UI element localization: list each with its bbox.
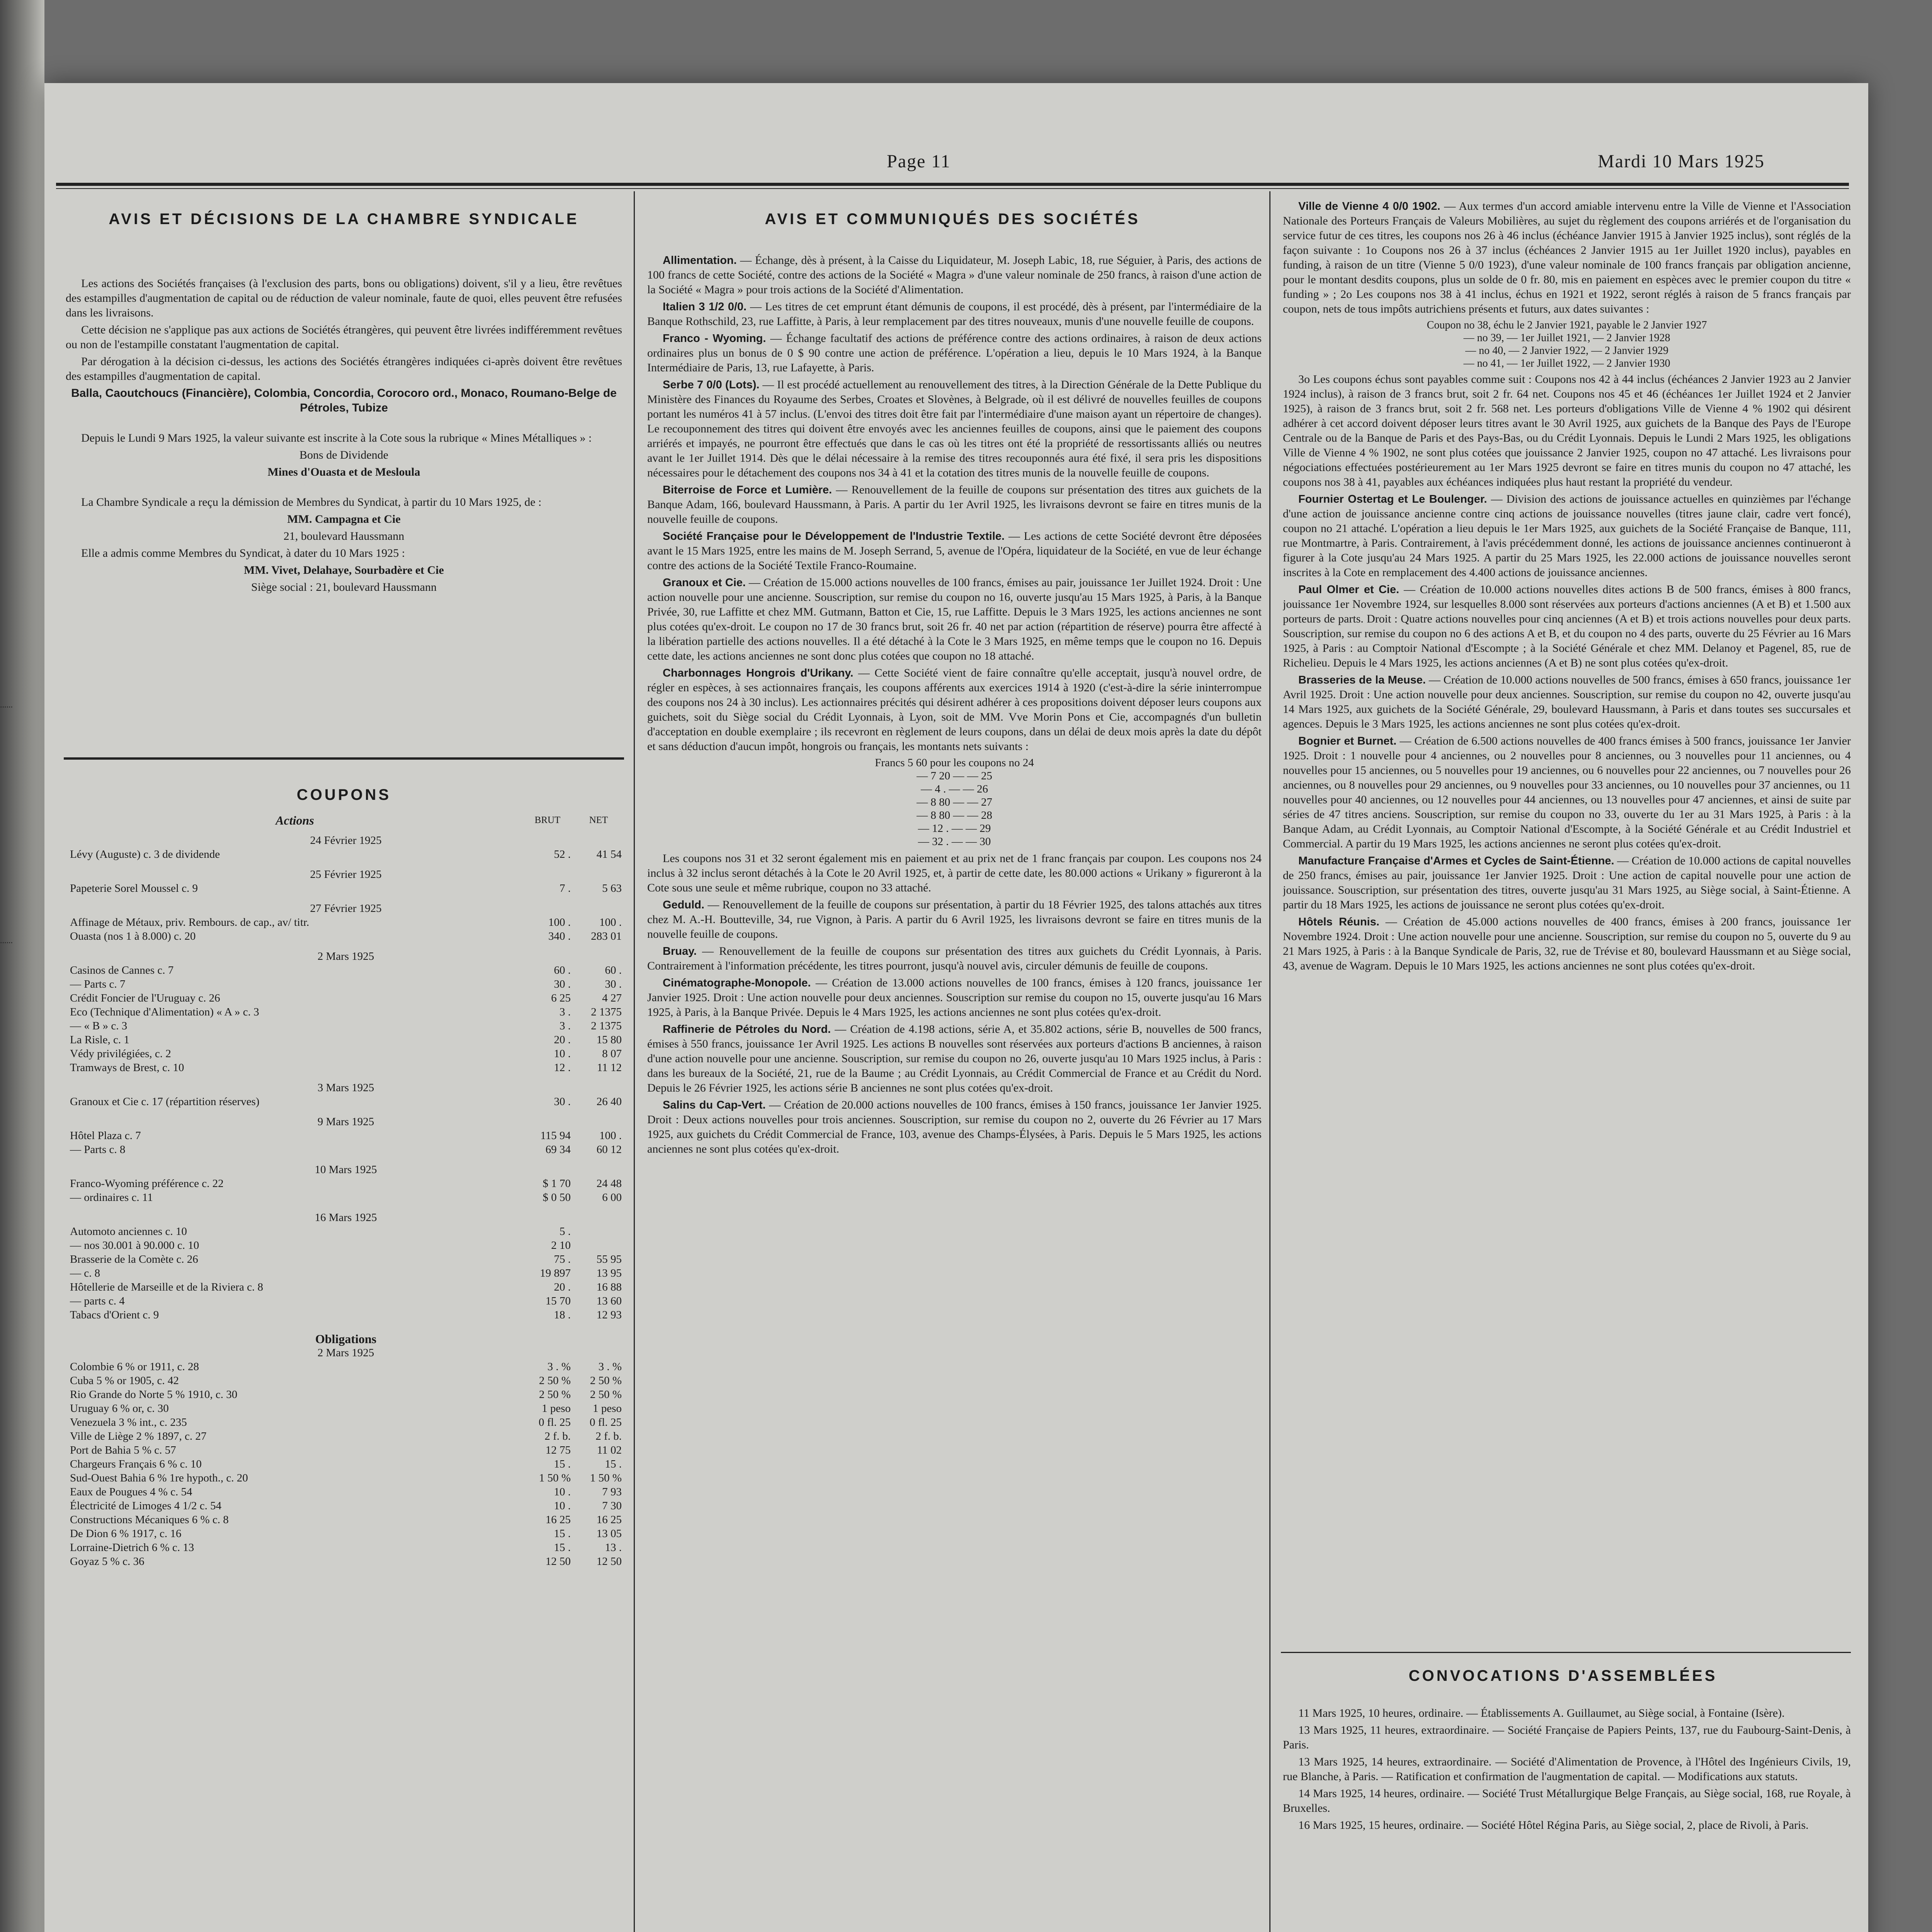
coupons-oblig-row-cell: Rio Grande do Norte 5 % 1910, c. 30 [70,1388,238,1401]
coupons-oblig-row-cell: Cuba 5 % or 1905, c. 42 [70,1374,179,1387]
coupons-oblig-row [68,1401,624,1415]
chambre-p5: La Chambre Syndicale a reçu la démission de Membres du Syndicat, à partir du 10 Mars 1925, de : [81,496,542,509]
coupons-row [68,963,624,977]
coupons-col-net: NET [589,815,608,825]
coupons-row-cell: 55 95 [596,1253,622,1265]
vienne-schedule-row: — no 39, — 1er Juillet 1921, — 2 Janvier 1928 [1463,332,1670,344]
section-rule [1281,1652,1851,1653]
coupons-date: 24 Février 1925 [310,834,382,847]
chambre-p3: Par dérogation à la décision ci-dessus, les actions des Sociétés étrangères indiquées ci-après doivent être revêtues des estampilles d'augmentation de capital. [66,355,622,383]
coupons-row-cell: Granoux et Cie c. 17 (répartition réserves) [70,1095,260,1108]
coupons-date-row [68,861,624,881]
coupons-oblig-row-cell: 12 50 [596,1555,622,1568]
coupons-row-cell: 8 07 [602,1048,622,1060]
vienne-schedule-row: Coupon no 38, échu le 2 Janvier 1921, payable le 2 Janvier 1927 [1427,319,1707,331]
column-separator [1269,191,1270,1932]
coupons-table [68,813,624,1568]
coupons-row-cell: Casinos de Cannes c. 7 [70,964,174,976]
societe-notice-text: — Renouvellement de la feuille de coupons sur présentation, à partir du 18 Février 1925, des talons attachés aux titres chez M. A.-H. Boutteville, 34, rue Vignon, à Paris. A partir du 6 Avril 1925, les livraisons devront se faire en titres munis de la nouvelle feuille de coupons. [647,898,1262,940]
societe-notice-head: Cinématographe-Monopole. [663,977,811,989]
right-notices-section [1283,199,1851,1648]
coupons-row-cell: Eco (Technique d'Alimentation) « A » c. 3 [70,1006,259,1018]
coupons-oblig-row-cell: 2 f. b. [595,1430,622,1442]
coupons-row-cell: 12 93 [596,1309,622,1321]
chambre-companies: Balla, Caoutchoucs (Financière), Colombia, Concordia, Corocoro ord., Monaco, Roumano-Belge de Pétroles, Tubize [71,387,617,414]
coupons-oblig-row-cell: 16 25 [596,1514,622,1526]
coupons-row-cell: — Parts c. 8 [70,1143,126,1156]
coupons-row-cell: — nos 30.001 à 90.000 c. 10 [70,1239,199,1252]
coupons-date-row [68,943,624,963]
coupons-row [68,1294,624,1308]
societe-notice-text: — Il est procédé actuellement au renouvellement des titres, à la Direction Générale de la Dette Publique du Ministère des Finances du Royaume des Serbes, Croates et Slovènes, à Belgrade, où il est délivré de nouvelles feuilles de coupons portant les numéros 41 à 57 inclus. (L'envoi des titres doit être fait par l'intermédiaire d'une maison ayant un répertoire de changes). Le recouponnement des titres qui doivent être envoyés avec les anciennes feuilles de coupons, ainsi que le paiement des coupons arriérés et impayés, ne pourront être effectués que dans le cas où les titres ont été la propriété de ressortissants alliés ou neutres avant le 1er Juillet 1914. Dès que le délai nécessaire à la remise des titres recouponnés aura été fixé, il sera pris les dispositions nécessaires pour le détachement des coupons nos 34 à 41 et la cotation des titres munis de la nouvelle feuille de coupons. [647,378,1262,479]
right-notice-text: — Création de 45.000 actions nouvelles de 400 francs, émises à 200 francs, jouissance 1er Novembre 1924. Droit : Une action nouvelle pour une ancienne. Souscription, sur remise du coupon no 5, ouverte du 9 au 21 Mars 1925, à Paris : à la Banque Syndicale de Paris, 32, rue de Trévise et 80, boulevard Haussmann et au Siège social, 43, avenue de Wagram. Depuis le 10 Mars 1925, les actions anciennes ne sont plus cotées qu'ex-droit. [1283,915,1851,972]
coupons-row-cell: 100 . [599,1129,622,1142]
coupons-row [68,881,624,895]
vienne-schedule-row: — no 40, — 2 Janvier 1922, — 2 Janvier 1929 [1465,345,1668,357]
convocation-item: 11 Mars 1925, 10 heures, ordinaire. — Établissements A. Guillaumet, au Siège social, à Fontaine (Isère). [1298,1707,1785,1719]
coupons-row-cell: 2 1375 [591,1006,622,1018]
chambre-title: AVIS ET DÉCISIONS DE LA CHAMBRE SYNDICALE [109,211,579,228]
convocation-item: 13 Mars 1925, 11 heures, extraordinaire. — Société Française de Papiers Peints, 137, rue du Faubourg-Saint-Denis, à Paris. [1283,1724,1851,1751]
societe-notice-text: — Création de 4.198 actions, série A, et 35.802 actions, série B, nouvelles de 500 francs, émises à 550 francs, jouissance 1er Avril 1925. Les actions B nouvelles sont réservées aux porteurs d'actions B anciennes, à raison d'une action nouvelle pour une ancienne. Souscription, sur remise du coupon no 26, ouverte jusqu'au 10 Mars 1925 inclus, à Paris : dans les bureaux de la Société, 21, rue de la Baume ; au Crédit Lyonnais, au Crédit Commercial de France et au Crédit du Nord. Depuis le 26 Février 1925, les actions série B anciennes ne sont plus cotées qu'ex-droit. [647,1023,1262,1094]
coupons-date-row [68,1109,624,1129]
coupons-oblig-row-cell: 13 . [605,1541,622,1554]
societes-title: AVIS ET COMMUNIQUÉS DES SOCIÉTÉS [765,211,1140,228]
coupons-oblig-row-cell: De Dion 6 % 1917, c. 16 [70,1527,182,1540]
right-notice-head: Bognier et Burnet. [1298,735,1397,747]
coupons-date: 10 Mars 1925 [315,1163,377,1176]
coupons-date-row [68,1156,624,1177]
societe-notice-text: — Création de 15.000 actions nouvelles de 100 francs, émises au pair, jouissance 1er Juillet 1924. Droit : Une action nouvelle pour une ancienne. Souscription, sur remise du coupon no 16, ouverte jusqu'au 15 Mars 1925, à Paris, à la Banque Privée, 30, rue Laffitte et chez MM. Gutmann, Batton et Cie, 15, rue Laffitte. Depuis le 3 Mars 1925, les actions anciennes ne sont plus cotées qu'ex-droit. Le coupon no 17 de 30 francs brut, soit 26 fr. 40 net par action (répartition de réserve) pourra être affecté à la libération partielle des actions nouvelles. Il a été détaché à la Cote le 3 Mars 1925, en même temps que le coupon no 16. Depuis cette date, les actions anciennes ne sont donc plus cotées que coupon no 18 attaché. [647,576,1262,662]
coupons-row-cell: 60 12 [596,1143,622,1156]
urikany-amount-row: — 8 80 — — 28 [917,809,992,821]
coupons-row [68,1143,624,1156]
book-binding-edge [0,0,44,1932]
coupons-row-cell: Franco-Wyoming préférence c. 22 [70,1177,224,1190]
right-notice-head: Paul Olmer et Cie. [1298,583,1400,596]
coupons-date: 2 Mars 1925 [317,950,374,963]
coupons-row-cell: 100 . [599,916,622,929]
urikany-amount-row: — 32 . — — 30 [918,835,991,848]
societe-notice [647,529,1262,573]
coupons-oblig-row-cell: Venezuela 3 % int., c. 235 [70,1416,187,1429]
coupons-row-cell: 20 . [554,1034,571,1046]
coupons-row [68,1252,624,1266]
coupons-row-cell [573,1238,624,1252]
coupons-row-cell: — c. 8 [70,1267,100,1279]
chambre-p1: Les actions des Sociétés françaises (à l'exclusion des parts, bons ou obligations) doivent, s'il y a lieu, être revêtues des estampilles d'augmentation de capital ou de réduction de valeur nominale, faute de quoi, elles peuvent être refusées dans les livraisons. [66,277,622,319]
coupons-row-cell: 4 27 [602,992,622,1004]
coupons-oblig-row-cell: 15 . [605,1458,622,1470]
coupons-row [68,1033,624,1047]
urikany-amount-row: Francs 5 60 pour les coupons no 24 [875,757,1034,769]
coupons-oblig-row-cell: 10 . [554,1500,571,1512]
coupons-oblig-row [68,1485,624,1499]
coupons-oblig-row-cell: Sud-Ouest Bahia 6 % 1re hypoth., c. 20 [70,1472,248,1484]
right-notice-text: — Création de 6.500 actions nouvelles de 400 francs émises à 500 francs, jouissance 1er Janvier 1925. Droit : 1 nouvelle pour 4 anciennes, ou 2 nouvelles pour 8 anciennes, ou 3 nouvelles pour 11 anciennes, ou 4 nouvelles pour 15 anciennes, ou 5 nouvelles pour 19 anciennes, ou 6 nouvelles pour 22 anciennes, ou 7 nouvelles pour 26 anciennes, ou 8 nouvelles pour 29 anciennes, ou 9 nouvelles pour 33 anciennes, ou 10 nouvelles pour 37 anciennes, ou 11 nouvelles pour 40 anciennes, ou 12 nouvelles pour 44 anciennes, ou 13 nouvelles pour 47 anciennes, et ainsi de suite par séries de 47 titres anciens. Souscription, sur remise du coupon no 33, ouverte du 1er au 31 Mars 1925, à Paris : à la Banque Adam, au Crédit Lyonnais, au Comptoir National d'Escompte, à la Société Générale et au Crédit Industriel et Commercial. A partir du 19 Mars 1925, les actions anciennes ne seront plus cotées qu'ex-droit. [1283,735,1851,850]
coupons-row-cell: 2 1375 [591,1020,622,1032]
coupons-row-cell: Affinage de Métaux, priv. Rembours. de cap., av/ titr. [70,916,310,929]
coupons-row-cell: 115 94 [540,1129,571,1142]
right-notice-head: Manufacture Française d'Armes et Cycles de Saint-Étienne. [1298,855,1614,867]
societe-notice-head: Granoux et Cie. [663,577,746,589]
societe-notice [647,666,1262,754]
right-notice [1283,492,1851,580]
societe-notice-text: — Renouvellement de la feuille de coupons sur présentation des titres aux guichets du Crédit Lyonnais, à Paris. Contrairement à l'information précédente, les titres pourront, jusqu'à nouvel avis, circuler démunis de feuille de coupons. [647,945,1262,972]
urikany-amount-row: — 8 80 — — 27 [917,796,992,808]
coupons-oblig-row-cell: 1 peso [542,1402,571,1415]
page-number: Page 11 [887,151,951,172]
coupons-oblig-row [68,1443,624,1457]
convocations-section [1283,1706,1851,1932]
coupons-oblig-row-cell: 15 . [554,1541,571,1554]
coupons-date-row [68,895,624,915]
societe-notice [647,483,1262,527]
societe-notice [647,976,1262,1020]
coupons-row [68,1019,624,1033]
societe-notice-head: Raffinerie de Pétroles du Nord. [663,1023,831,1036]
coupons-row-cell: Védy privilégiées, c. 2 [70,1048,171,1060]
right-notice-text: — Création de 10.000 actions nouvelles de 500 francs, émises à 650 francs, jouissance 1er Avril 1925. Droit : Une action nouvelle pour deux anciennes. Souscription, sur remise du coupon no 42, ouverte jusqu'au 14 Mars 1925, aux guichets de la Société Générale, 29, boulevard Haussmann, à Paris et dans toutes ses succursales et agences. Depuis le 3 Mars 1925, les actions anciennes ne sont plus cotées qu'ex-droit. [1283,673,1851,730]
coupons-date-row [68,827,624,847]
coupons-date-row [68,1204,624,1225]
coupons-row-cell: 6 25 [551,992,571,1004]
coupons-oblig-row-cell: 0 fl. 25 [539,1416,571,1429]
chambre-p6: Elle a admis comme Membres du Syndicat, à dater du 10 Mars 1925 : [81,547,405,560]
coupons-row-cell: 19 897 [540,1267,571,1279]
coupons-row [68,977,624,991]
coupons-oblig-date-row [68,1346,624,1360]
societe-notice [647,575,1262,663]
coupons-row [68,1177,624,1190]
right-notice [1283,372,1851,490]
coupons-row [68,847,624,861]
convocation-item: 13 Mars 1925, 14 heures, extraordinaire. — Société d'Alimentation de Provence, à l'Hôtel des Ingénieurs Civils, 19, rue Blanche, à Paris. — Ratification et confirmation de l'augmentation de capital. — Modifications aux statuts. [1283,1755,1851,1783]
coupons-oblig-row-cell: Ville de Liège 2 % 1897, c. 27 [70,1430,207,1442]
right-notice-text: 3o Les coupons échus sont payables comme suit : Coupons nos 42 à 44 inclus (échéances 2 Janvier 1923 au 2 Janvier 1924 inclus), à raison de 3 francs brut, soit 2 fr. 64 net. Coupons nos 45 et 46 (échéances 1er Juillet 1924 et 2 Janvier 1925), à raison de 3 francs brut, soit 2 fr. 568 net. Les porteurs d'obligations Ville de Vienne 4 % 1902 qui désirent adhérer à cet accord doivent déposer leurs titres avant le 30 Avril 1925, aux guichets de la Banque des Pays de l'Europe Centrale ou de la Banque de Paris et des Pays-Bas, ou du Crédit Lyonnais. Depuis le Lundi 2 Mars 1925, les obligations Ville de Vienne 4 % 1902, ne sont plus cotées que jouissance 2 Janvier 1925, coupon no 47 attaché. Les livraisons pour négociations effectuées postérieurement au 1er Mars 1925 devront se faire en titres munis du coupon no 47 attaché, les coupons nos 38 à 41, payables aux échéances indiquées plus haut restant la propriété du vendeur. [1283,373,1851,488]
coupons-row-cell: Brasserie de la Comète c. 26 [70,1253,198,1265]
coupons-row-cell: Hôtellerie de Marseille et de la Riviera c. 8 [70,1281,264,1293]
coupons-row-cell: 15 80 [596,1034,622,1046]
chambre-member-1-address: 21, boulevard Haussmann [283,530,405,543]
urikany-amount-row: — 7 20 — — 25 [917,770,992,782]
coupons-date: 27 Février 1925 [310,902,382,915]
coupons-row-cell: Lévy (Auguste) c. 3 de dividende [70,848,220,861]
chambre-section [66,276,622,748]
chambre-member-1: MM. Campagna et Cie [287,513,401,526]
right-notice-text: — Aux termes d'un accord amiable intervenu entre la Ville de Vienne et l'Association Nationale des Porteurs Français de Valeurs Mobilières, au sujet du règlement des coupons arriérés et de l'organisation du service futur de ces titres, les coupons nos 26 à 46 inclus (échéance Janvier 1915 à Janvier 1925 inclus), sont réglés de la façon suivante : 1o Coupons nos 26 à 37 inclus (échéances 2 Janvier 1915 au 1er Juillet 1920 inclus), payables en funding, à raison de un titre (Vienne 5 0/0 1923), d'une valeur nominale de 100 francs français par obligation ancienne, pour le montant desdits coupons, plus un solde de 0 fr. 80, mis en paiement en espèces avec le premier coupon du titre « funding » ; 2o Les coupons nos 38 à 41 inclus, échus en 1921 et 1922, seront réglés à raison de 5 francs français par coupon, nets de tous impôts autrichiens présents et futurs, aux dates suivantes : [1283,200,1851,315]
chambre-p4: Depuis le Lundi 9 Mars 1925, la valeur suivante est inscrite à la Cote sous la rubrique « Mines Métalliques » : [81,432,592,444]
coupons-oblig-row-cell: 0 fl. 25 [590,1416,622,1429]
coupons-row-cell: 30 . [554,1095,571,1108]
coupons-oblig-row [68,1554,624,1568]
societe-notice-head: Bruay. [663,945,697,957]
coupons-date: 3 Mars 1925 [317,1082,374,1094]
coupons-row-cell: 13 60 [596,1295,622,1307]
coupons-oblig-row-cell: Colombie 6 % or 1911, c. 28 [70,1361,199,1373]
coupons-date: 16 Mars 1925 [315,1211,377,1224]
coupons-oblig-row [68,1360,624,1374]
coupons-row-cell: 6 00 [602,1191,622,1204]
coupons-date-row [68,1075,624,1095]
right-notice [1283,199,1851,316]
coupons-row [68,1225,624,1238]
coupons-row [68,1095,624,1109]
coupons-row-cell: $ 1 70 [543,1177,571,1190]
coupons-row-cell: 16 88 [596,1281,622,1293]
coupons-row [68,1280,624,1294]
coupons-oblig-row-cell: 7 30 [602,1500,622,1512]
coupons-row-cell: 340 . [548,930,571,942]
coupons-row-cell [573,1225,624,1238]
coupons-oblig-row-cell: Eaux de Pougues 4 % c. 54 [70,1486,192,1498]
coupons-row-cell: Tabacs d'Orient c. 9 [70,1309,159,1321]
coupons-row-cell: 75 . [554,1253,571,1265]
coupons-oblig-row [68,1374,624,1388]
right-notice-head: Fournier Ostertag et Le Boulenger. [1298,493,1487,505]
coupons-oblig-title-row [68,1322,624,1346]
coupons-row-cell: 2 10 [551,1239,571,1252]
right-notice [1283,673,1851,731]
coupons-date: 9 Mars 1925 [317,1116,374,1128]
coupons-oblig-row-cell: 12 75 [545,1444,571,1456]
coupons-col-actions: Actions [276,813,314,827]
societe-notice [647,378,1262,480]
societe-notice-head: Biterroise de Force et Lumière. [663,484,832,496]
coupons-oblig-row-cell: 7 93 [602,1486,622,1498]
societe-notice-text: — Les actions de cette Société devront être déposées avant le 15 Mars 1925, entre les mains de M. Joseph Serrand, 5, avenue de l'Opéra, liquidateur de la Société, en vue de leur échange contre des actions de la Société Textile Franco-Roumaine. [647,530,1262,572]
coupons-oblig-row-cell: 16 25 [545,1514,571,1526]
coupons-oblig-title: Obligations [315,1332,377,1346]
chambre-p2: Cette décision ne s'applique pas aux actions de Sociétés étrangères, qui peuvent être livrées indifféremment revêtues ou non de l'estampille constatant l'augmentation de capital. [66,323,622,351]
coupons-oblig-row-cell: 15 . [554,1458,571,1470]
coupons-row [68,1190,624,1204]
societe-notice [647,898,1262,942]
coupons-row-cell: 18 . [554,1309,571,1321]
coupons-oblig-row-cell: 1 50 % [539,1472,571,1484]
coupons-row [68,1061,624,1075]
coupons-oblig-row-cell: 1 50 % [590,1472,622,1484]
right-notice [1283,915,1851,973]
coupons-oblig-row-cell: 2 50 % [590,1388,622,1401]
coupons-row [68,1005,624,1019]
coupons-oblig-row [68,1499,624,1513]
header-rule-thin [56,188,1849,189]
coupons-oblig-row-cell: 13 05 [596,1527,622,1540]
coupons-row-cell: La Risle, c. 1 [70,1034,129,1046]
coupons-row-cell: 41 54 [596,848,622,861]
coupons-row-cell: Papeterie Sorel Moussel c. 9 [70,882,198,895]
coupons-row-cell: 283 01 [591,930,622,942]
right-notice [1283,582,1851,670]
coupons-oblig-date: 2 Mars 1925 [317,1347,374,1359]
coupons-row-cell: Hôtel Plaza c. 7 [70,1129,141,1142]
coupons-oblig-row-cell: Uruguay 6 % or, c. 30 [70,1402,169,1415]
coupons-oblig-row-cell: Électricité de Limoges 4 1/2 c. 54 [70,1500,222,1512]
coupons-row [68,1047,624,1061]
coupons-oblig-row-cell: 2 50 % [590,1374,622,1387]
coupons-oblig-row [68,1415,624,1429]
urikany-amount-row: — 12 . — — 29 [918,822,991,835]
coupons-row [68,991,624,1005]
coupons-row [68,1308,624,1322]
coupons-row [68,1129,624,1143]
societe-notice [647,944,1262,973]
societe-notice-head: Charbonnages Hongrois d'Urikany. [663,667,854,679]
header-rule [56,183,1849,186]
coupons-row-cell: $ 0 50 [543,1191,571,1204]
coupons-oblig-row-cell: 10 . [554,1486,571,1498]
coupons-oblig-row-cell: Constructions Mécaniques 6 % c. 8 [70,1514,229,1526]
right-notice-head: Brasseries de la Meuse. [1298,674,1426,686]
right-notice [1283,854,1851,912]
coupons-row-cell: — « B » c. 3 [70,1020,128,1032]
chambre-member-2: MM. Vivet, Delahaye, Sourbadère et Cie [244,564,444,577]
societes-section [647,253,1262,1932]
page-date: Mardi 10 Mars 1925 [1598,151,1765,172]
coupons-row-cell: 30 . [554,978,571,990]
newspaper-page [44,83,1868,1932]
coupons-row-cell: Automoto anciennes c. 10 [70,1225,187,1238]
societe-notice-head: Geduld. [663,899,704,911]
coupons-row [68,1238,624,1252]
societe-notice [647,331,1262,375]
coupons-row-cell: 13 95 [596,1267,622,1279]
coupons-row-cell: — ordinaires c. 11 [70,1191,153,1204]
societe-notice-text: — Renouvellement de la feuille de coupons sur présentation des titres aux guichets de la Banque Adam, 166, boulevard Haussmann, à Paris. A partir du 1er Avril 1925, les livraisons devront se faire en titres munis de la nouvelle feuille de coupons. [647,483,1262,526]
right-notice-head: Hôtels Réunis. [1298,916,1379,928]
societe-notice-text: — Échange, dès à présent, à la Caisse du Liquidateur, M. Joseph Labic, 18, rue Séguier, à Paris, des actions de 100 francs de cette Société, contre des actions de la Société « Magra » d'une valeur nominale de 250 francs, à raison d'une action de la Société « Magra » pour trois actions de la Société d'Alimentation. [647,254,1262,296]
coupons-date: 25 Février 1925 [310,868,382,881]
coupons-row-cell: 3 . [560,1020,571,1032]
right-notice-head: Ville de Vienne 4 0/0 1902. [1298,200,1440,213]
societe-notice-head: Salins du Cap-Vert. [663,1099,766,1111]
coupons-col-brut: BRUT [534,815,561,825]
societe-notice [647,1022,1262,1095]
coupons-row [68,1266,624,1280]
vienne-schedule [1283,319,1851,370]
chambre-member-2-address: Siège social : 21, boulevard Haussmann [251,581,437,594]
coupons-row-cell: 60 . [554,964,571,976]
coupons-oblig-row-cell: 1 peso [593,1402,622,1415]
coupons-row-cell: 30 . [605,978,622,990]
urikany-amount-row: — 4 . — — 26 [921,783,988,795]
coupons-row-cell: Ouasta (nos 1 à 8.000) c. 20 [70,930,196,942]
coupons-oblig-row-cell: 2 50 % [539,1388,571,1401]
section-rule [64,757,624,760]
societe-notice [647,253,1262,297]
coupons-row-cell: 52 . [554,848,571,861]
coupons-row-cell: Tramways de Brest, c. 10 [70,1061,184,1074]
coupons-row-cell: 12 . [554,1061,571,1074]
societe-notice-head: Allimentation. [663,254,737,267]
societe-notice-text: — Cette Société vient de faire connaître qu'elle acceptait, jusqu'à nouvel ordre, de régler en espèces, à ses actionnaires français, les coupons afférents aux exercices 1914 à 1920 (c'est-à-dire la série ininterrompue des coupons nos 24 à 30 inclus). Les actionnaires précités qui désirent adhérer à ces propositions doivent déposer leurs coupons aux guichets, soit du Siège social du Crédit Lyonnais, à Lyon, soit de MM. Vve Morin Pons et Cie, accompagnés d'un bulletin d'acceptation en double exemplaire ; ils recevront en règlement de leurs coupons, dans un délai de deux mois après la date du dépôt et sans déduction d'aucun impôt, hongrois ou français, les montants nets suivants : [647,667,1262,753]
coupons-oblig-row-cell: 11 02 [597,1444,622,1456]
convocation-item: 16 Mars 1925, 15 heures, ordinaire. — Société Hôtel Régina Paris, au Siège social, 2, place de Rivoli, à Paris. [1298,1819,1809,1832]
societe-notice-text: — Création de 20.000 actions nouvelles de 100 francs, émises à 150 francs, jouissance 1er Janvier 1925. Droit : Deux actions nouvelles pour trois anciennes. Souscription, sur remise du coupon no 2, ouverte du 26 Février au 17 Mars 1925, aux guichets du Crédit Commercial de France, 103, avenue des Champs-Élysées, à Paris. Depuis le 5 Mars 1925, les actions anciennes ne sont plus cotées qu'ex-droit. [647,1099,1262,1155]
coupons-oblig-row [68,1429,624,1443]
coupons-oblig-row [68,1457,624,1471]
coupons-row-cell: — parts c. 4 [70,1295,125,1307]
column-separator [634,191,635,1932]
coupons-row-cell: 10 . [554,1048,571,1060]
coupons-row-cell: 26 40 [596,1095,622,1108]
coupons-row-cell: Crédit Foncier de l'Uruguay c. 26 [70,992,220,1004]
right-notice [1283,734,1851,851]
coupons-oblig-row [68,1388,624,1401]
coupons-row [68,915,624,929]
coupons-row-cell: 24 48 [596,1177,622,1190]
societe-notice-head: Serbe 7 0/0 (Lots). [663,379,760,391]
convocations-title: CONVOCATIONS D'ASSEMBLÉES [1408,1667,1718,1684]
urikany-amounts [647,756,1262,848]
coupons-row-cell: 11 12 [597,1061,622,1074]
coupons-oblig-row-cell: 3 . % [547,1361,571,1373]
societe-notice-text: — Échange facultatif des actions de préférence contre des actions ordinaires, à raison de deux actions ordinaires plus un bonus de 0 $ 90 contre une action de préférence. L'opération a lieu, depuis le 10 Mars 1924, à la Banque Intermédiaire de Paris, 13, rue Lafayette, à Paris. [647,332,1262,374]
coupons-oblig-row-cell: Port de Bahia 5 % c. 57 [70,1444,176,1456]
coupons-oblig-row-cell: 2 50 % [539,1374,571,1387]
coupons-oblig-row [68,1527,624,1541]
societe-notice [647,299,1262,329]
right-notice-text: — Création de 10.000 actions de capital nouvelles de 250 francs, émises au pair, jouissance 1er Janvier 1925. Droit : Une action de capital nouvelle pour une action de jouissance. Souscription, sur présentation des titres, ouverte jusqu'au 31 Mars 1925, au Siège social, à Saint-Étienne. A partir du 18 Mars 1925, les actions de jouissance ne seront plus cotées qu'ex-droit. [1283,854,1851,911]
coupons-row-cell: — Parts c. 7 [70,978,126,990]
coupons-row-cell: 20 . [554,1281,571,1293]
coupons-row [68,929,624,943]
chambre-mines: Mines d'Ouasta et de Mesloula [267,466,420,478]
right-notice-text: — Création de 10.000 actions nouvelles dites actions B de 500 francs, émises à 800 francs, jouissance 1er Novembre 1924, sur lesquelles 8.000 sont réservées aux porteurs d'actions anciennes (A et B) et 1.500 aux porteurs de parts. Droit : Quatre actions nouvelles pour cinq anciennes (A et B) et trois actions nouvelles pour deux parts. Souscription, sur remise du coupon no 6 des actions A et B, et du coupon no 4 des parts, ouverte du 25 Février au 16 Mars 1925, à Paris : au Comptoir National d'Escompte ; à la Société Générale et chez MM. Delanoy et Pagenel, 85, rue de Richelieu. Depuis le 4 Mars 1925, les actions anciennes (A et B) ne sont plus cotées qu'ex-droit. [1283,583,1851,669]
coupons-oblig-row [68,1471,624,1485]
coupons-row-cell: 69 34 [545,1143,571,1156]
coupons-oblig-row [68,1541,624,1554]
societe-notice-text: — Création de 13.000 actions nouvelles de 100 francs, émises à 120 francs, jouissance 1er Janvier 1925. Droit : Une action nouvelle pour deux anciennes. Souscription sur remise du coupon no 15, ouverte jusqu'au 16 Mars 1925, à Paris, à la Banque Privée. Depuis le 4 Mars 1925, les actions anciennes ne sont plus cotées qu'ex-droit. [647,976,1262,1019]
societe-notice-head: Italien 3 1/2 0/0. [663,301,747,313]
coupons-oblig-row-cell: 3 . % [598,1361,622,1373]
coupons-row-cell: 7 . [560,882,571,895]
societe-notice [647,851,1262,895]
chambre-bons: Bons de Dividende [299,449,388,461]
coupons-oblig-row-cell: 12 50 [545,1555,571,1568]
coupons-row-cell: 3 . [560,1006,571,1018]
coupons-oblig-row-cell: Lorraine-Dietrich 6 % c. 13 [70,1541,194,1554]
coupons-row-cell: 60 . [605,964,622,976]
societe-notice-text: — Les titres de cet emprunt étant démunis de coupons, il est procédé, dès à présent, par l'intermédiaire de la Banque Rothschild, 23, rue Laffitte, à Paris, à leur remplacement par des titres nouveaux, munis d'une nouvelle feuille de coupons. [647,300,1262,328]
coupons-row-cell: 15 70 [545,1295,571,1307]
vienne-schedule-row: — no 41, — 1er Juillet 1922, — 2 Janvier 1930 [1463,357,1670,369]
right-notice-text: — Division des actions de jouissance actuelles en quinzièmes par l'échange d'une action de jouissance ancienne contre cinq actions de jouissance nouvelles (titres jaune clair, cadre vert foncé), coupon no 21 attaché. L'opération a lieu depuis le 1er Mars 1925, aux guichets de la Société Française de Banque, 111, rue Montmartre, à Paris. Contrairement, à l'avis précédemment donné, les actions de jouissance anciennes continueront à figurer à la Cote jusqu'au 24 Mars 1925. A partir du 25 Mars 1925, les 22.000 actions de jouissance nouvelles seront inscrites à la Cote en remplacement des 4.400 actions de jouissance anciennes. [1283,493,1851,579]
coupons-oblig-row-cell: Goyaz 5 % c. 36 [70,1555,145,1568]
coupons-row-cell: 5 63 [602,882,622,895]
societe-notice-head: Franco - Wyoming. [663,332,766,345]
convocation-item: 14 Mars 1925, 14 heures, ordinaire. — Société Trust Métallurgique Belge Français, au Siège social, 168, rue Royale, à Bruxelles. [1283,1787,1851,1815]
coupons-oblig-row [68,1513,624,1527]
coupons-oblig-row-cell: 15 . [554,1527,571,1540]
coupons-oblig-row-cell: Chargeurs Français 6 % c. 10 [70,1458,202,1470]
societe-notice [647,1098,1262,1156]
societe-notice-head: Société Française pour le Développement de l'Industrie Textile. [663,530,1005,543]
coupons-row-cell: 5 . [560,1225,571,1238]
coupons-oblig-row-cell: 2 f. b. [544,1430,571,1442]
coupons-row-cell: 100 . [548,916,571,929]
societe-notice-text: Les coupons nos 31 et 32 seront également mis en paiement et au prix net de 1 franc français par coupon. Les coupons nos 24 inclus à 32 inclus seront détachés à la Cote le 20 Avril 1925, et, à partir de cette date, les 80.000 actions « Urikany » figureront à la Cote sous une seule et même rubrique, coupon no 33 attaché. [647,852,1262,894]
coupons-title: COUPONS [296,786,391,803]
